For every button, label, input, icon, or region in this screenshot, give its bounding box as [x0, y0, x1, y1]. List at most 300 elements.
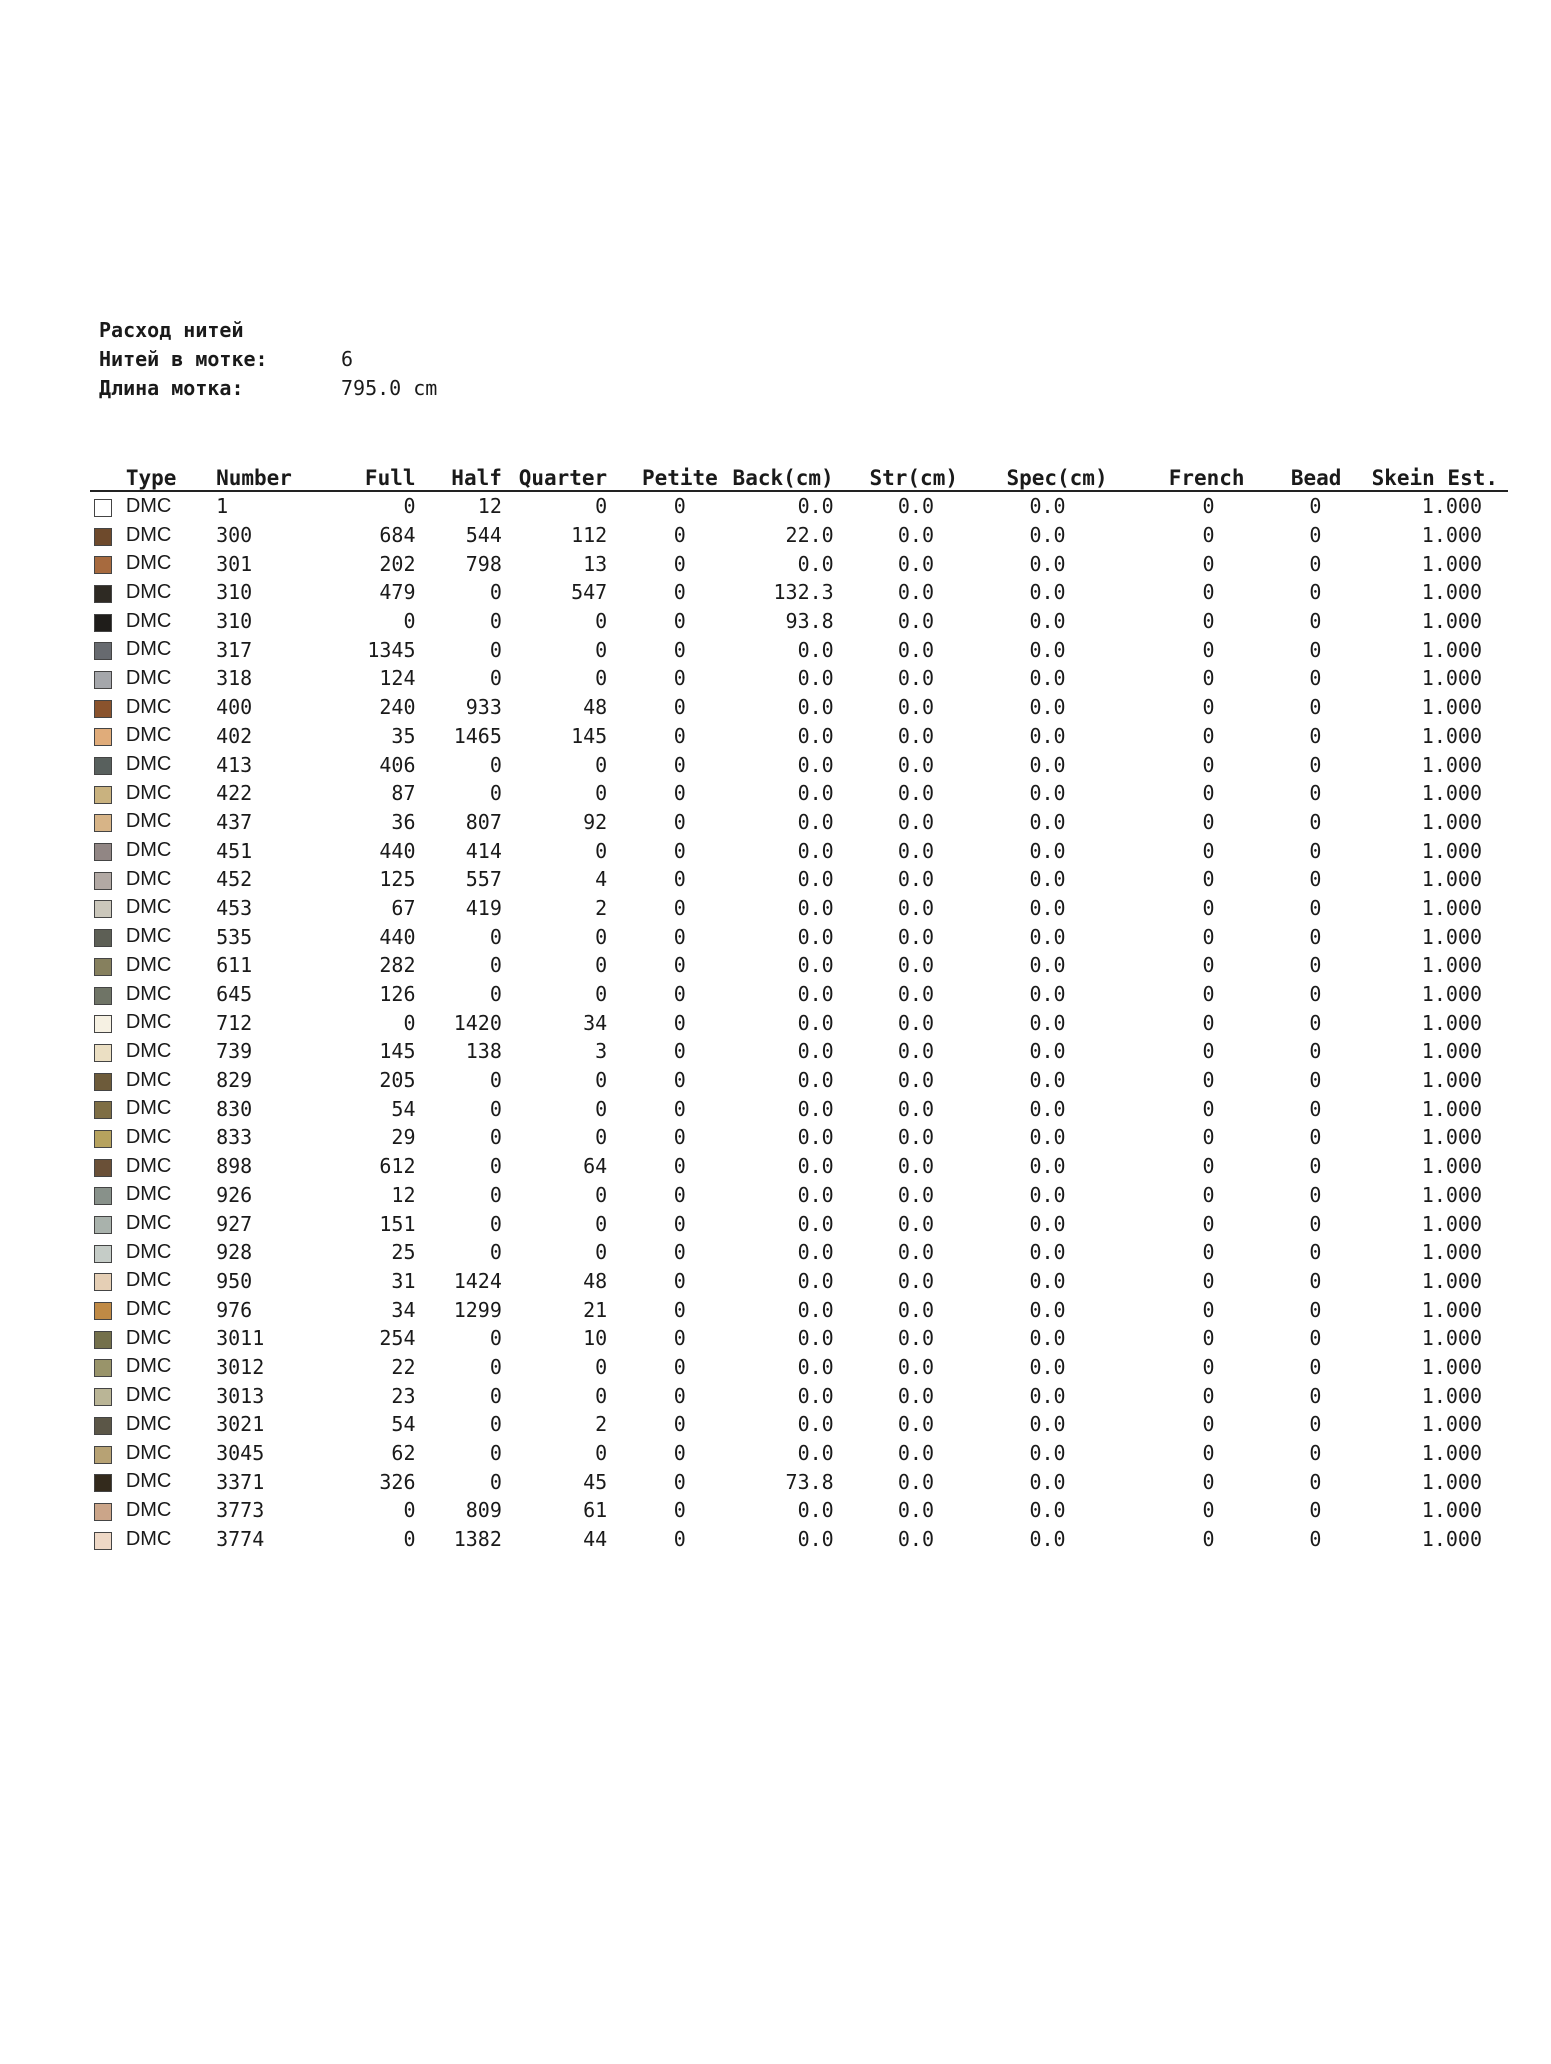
cell-petite: 0: [673, 1297, 686, 1322]
cell-str: 0.0: [897, 1441, 934, 1466]
cell-number: 535: [216, 924, 253, 949]
table-row: [90, 1123, 1508, 1152]
cell-spec: 0.0: [1029, 1354, 1066, 1379]
cell-full: 145: [379, 1039, 416, 1064]
col-type: Type: [126, 462, 210, 491]
cell-number: 451: [216, 838, 253, 863]
cell-skein-est: 1.000: [1421, 1498, 1482, 1523]
cell-full: 36: [391, 809, 416, 834]
cell-type: DMC: [125, 1011, 172, 1034]
cell-half: 0: [489, 752, 502, 777]
cell-spec: 0.0: [1029, 494, 1066, 519]
cell-number: 833: [216, 1125, 253, 1150]
cell-number: 1: [216, 494, 229, 519]
cell-str: 0.0: [897, 609, 934, 634]
cell-quarter: 0: [595, 1068, 608, 1093]
cell-skein-est: 1.000: [1421, 723, 1482, 748]
cell-str: 0.0: [897, 1096, 934, 1121]
cell-skein-est: 1.000: [1421, 551, 1482, 576]
cell-full: 35: [391, 723, 416, 748]
table-row: [90, 635, 1508, 664]
cell-bead: 0: [1309, 895, 1322, 920]
cell-spec: 0.0: [1029, 924, 1066, 949]
cell-swatch: [90, 491, 126, 521]
cell-full: 23: [391, 1383, 416, 1408]
cell-skein-est: 1.000: [1421, 666, 1482, 691]
skein-length-value: 795.0 cm: [341, 376, 438, 400]
cell-half: 0: [489, 1154, 502, 1179]
cell-petite: 0: [673, 1211, 686, 1236]
cell-quarter: 0: [595, 1096, 608, 1121]
cell-petite: 0: [673, 1182, 686, 1207]
table-row: [90, 980, 1508, 1009]
cell-quarter: 45: [583, 1469, 608, 1494]
cell-quarter: 92: [583, 809, 608, 834]
table-row: [90, 951, 1508, 980]
cell-type: DMC: [125, 1068, 172, 1091]
cell-type: DMC: [125, 753, 172, 776]
cell-quarter: 13: [583, 551, 608, 576]
cell-swatch: [90, 521, 126, 550]
table-row: [90, 578, 1508, 607]
color-swatch: [94, 642, 112, 660]
cell-back: 22.0: [785, 523, 834, 548]
cell-skein-est: 1.000: [1421, 1096, 1482, 1121]
cell-number: 3013: [216, 1383, 265, 1408]
cell-swatch: [90, 664, 126, 693]
cell-str: 0.0: [897, 1211, 934, 1236]
cell-number: 3773: [216, 1498, 265, 1523]
color-swatch: [94, 1503, 112, 1521]
cell-number: 422: [216, 781, 253, 806]
table-row: [90, 779, 1508, 808]
color-swatch: [94, 872, 112, 890]
cell-full: 612: [379, 1154, 416, 1179]
cell-back: 0.0: [797, 1096, 834, 1121]
cell-skein-est: 1.000: [1421, 809, 1482, 834]
cell-type: DMC: [125, 1269, 172, 1292]
cell-french: 0: [1202, 809, 1215, 834]
cell-back: 0.0: [797, 1412, 834, 1437]
cell-french: 0: [1202, 838, 1215, 863]
cell-swatch: [90, 980, 126, 1009]
cell-number: 300: [216, 523, 253, 548]
color-swatch: [94, 900, 112, 918]
cell-bead: 0: [1309, 838, 1322, 863]
cell-str: 0.0: [897, 867, 934, 892]
header-row: [90, 462, 1508, 491]
cell-str: 0.0: [897, 1010, 934, 1035]
table-row: [90, 1267, 1508, 1296]
cell-full: 34: [391, 1297, 416, 1322]
cell-full: 31: [391, 1268, 416, 1293]
cell-back: 0.0: [797, 1039, 834, 1064]
cell-spec: 0.0: [1029, 523, 1066, 548]
cell-quarter: 10: [583, 1326, 608, 1351]
cell-swatch: [90, 1410, 126, 1439]
color-swatch: [94, 1331, 112, 1349]
cell-bead: 0: [1309, 1211, 1322, 1236]
cell-skein-est: 1.000: [1421, 1441, 1482, 1466]
table-row: [90, 1467, 1508, 1496]
cell-full: 54: [391, 1096, 416, 1121]
cell-french: 0: [1202, 723, 1215, 748]
cell-bead: 0: [1309, 809, 1322, 834]
cell-back: 0.0: [797, 1326, 834, 1351]
cell-full: 282: [379, 953, 416, 978]
cell-type: DMC: [125, 867, 172, 890]
cell-back: 0.0: [797, 867, 834, 892]
cell-type: DMC: [125, 1125, 172, 1148]
cell-half: 809: [465, 1498, 502, 1523]
color-swatch: [94, 757, 112, 775]
cell-bead: 0: [1309, 637, 1322, 662]
cell-full: 125: [379, 867, 416, 892]
strands-value: 6: [341, 347, 354, 371]
cell-type: DMC: [125, 953, 172, 976]
cell-type: DMC: [125, 896, 172, 919]
color-swatch: [94, 585, 112, 603]
cell-half: 807: [465, 809, 502, 834]
cell-type: DMC: [125, 1212, 172, 1235]
cell-number: 739: [216, 1039, 253, 1064]
cell-skein-est: 1.000: [1421, 867, 1482, 892]
cell-skein-est: 1.000: [1421, 838, 1482, 863]
cell-str: 0.0: [897, 752, 934, 777]
cell-bead: 0: [1309, 1096, 1322, 1121]
thread-usage-header: [99, 316, 437, 403]
cell-petite: 0: [673, 1268, 686, 1293]
cell-swatch: [90, 1353, 126, 1382]
cell-french: 0: [1202, 1096, 1215, 1121]
cell-quarter: 0: [595, 1354, 608, 1379]
cell-french: 0: [1202, 1010, 1215, 1035]
cell-half: 1420: [453, 1010, 502, 1035]
cell-quarter: 0: [595, 666, 608, 691]
color-swatch: [94, 1359, 112, 1377]
cell-str: 0.0: [897, 551, 934, 576]
cell-bead: 0: [1309, 781, 1322, 806]
cell-half: 0: [489, 1354, 502, 1379]
cell-half: 414: [465, 838, 502, 863]
col-spec: Spec(cm): [958, 462, 1108, 491]
cell-number: 3045: [216, 1441, 265, 1466]
cell-spec: 0.0: [1029, 953, 1066, 978]
cell-swatch: [90, 894, 126, 923]
cell-number: 3012: [216, 1354, 265, 1379]
cell-petite: 0: [673, 580, 686, 605]
color-swatch: [94, 728, 112, 746]
table-row: [90, 1238, 1508, 1267]
cell-french: 0: [1202, 1154, 1215, 1179]
cell-swatch: [90, 1381, 126, 1410]
cell-spec: 0.0: [1029, 895, 1066, 920]
cell-quarter: 4: [595, 867, 608, 892]
cell-quarter: 0: [595, 982, 608, 1007]
col-swatch: [90, 462, 126, 491]
report-title-row: [99, 316, 437, 345]
cell-bead: 0: [1309, 666, 1322, 691]
cell-back: 0.0: [797, 1154, 834, 1179]
cell-swatch: [90, 722, 126, 751]
cell-quarter: 0: [595, 781, 608, 806]
cell-french: 0: [1202, 1527, 1215, 1552]
cell-swatch: [90, 1525, 126, 1554]
table-row: [90, 664, 1508, 693]
cell-petite: 0: [673, 523, 686, 548]
cell-back: 0.0: [797, 924, 834, 949]
cell-back: 0.0: [797, 723, 834, 748]
cell-skein-est: 1.000: [1421, 895, 1482, 920]
cell-full: 25: [391, 1240, 416, 1265]
cell-spec: 0.0: [1029, 1326, 1066, 1351]
cell-bead: 0: [1309, 1154, 1322, 1179]
cell-swatch: [90, 693, 126, 722]
col-quarter: Quarter: [502, 462, 607, 491]
cell-str: 0.0: [897, 781, 934, 806]
cell-swatch: [90, 1209, 126, 1238]
cell-petite: 0: [673, 924, 686, 949]
cell-bead: 0: [1309, 1527, 1322, 1552]
cell-back: 0.0: [797, 838, 834, 863]
col-bead: Bead: [1245, 462, 1342, 491]
cell-half: 0: [489, 666, 502, 691]
cell-full: 0: [403, 1498, 416, 1523]
cell-spec: 0.0: [1029, 609, 1066, 634]
cell-full: 0: [403, 1527, 416, 1552]
cell-french: 0: [1202, 1211, 1215, 1236]
cell-number: 927: [216, 1211, 253, 1236]
cell-half: 0: [489, 1469, 502, 1494]
col-half: Half: [416, 462, 502, 491]
cell-full: 406: [379, 752, 416, 777]
cell-quarter: 0: [595, 924, 608, 949]
cell-full: 126: [379, 982, 416, 1007]
cell-full: 124: [379, 666, 416, 691]
cell-spec: 0.0: [1029, 1240, 1066, 1265]
cell-bead: 0: [1309, 867, 1322, 892]
cell-french: 0: [1202, 1326, 1215, 1351]
cell-quarter: 0: [595, 1211, 608, 1236]
col-french: French: [1108, 462, 1245, 491]
cell-swatch: [90, 1152, 126, 1181]
cell-french: 0: [1202, 609, 1215, 634]
cell-spec: 0.0: [1029, 1211, 1066, 1236]
cell-skein-est: 1.000: [1421, 1383, 1482, 1408]
cell-str: 0.0: [897, 1469, 934, 1494]
cell-type: DMC: [125, 1240, 172, 1263]
cell-spec: 0.0: [1029, 752, 1066, 777]
cell-french: 0: [1202, 494, 1215, 519]
cell-str: 0.0: [897, 580, 934, 605]
cell-back: 0.0: [797, 1498, 834, 1523]
cell-quarter: 3: [595, 1039, 608, 1064]
cell-back: 0.0: [797, 982, 834, 1007]
color-swatch: [94, 814, 112, 832]
cell-half: 0: [489, 1211, 502, 1236]
cell-skein-est: 1.000: [1421, 523, 1482, 548]
cell-number: 712: [216, 1010, 253, 1035]
cell-str: 0.0: [897, 1240, 934, 1265]
cell-type: DMC: [125, 839, 172, 862]
cell-swatch: [90, 1008, 126, 1037]
cell-bead: 0: [1309, 1268, 1322, 1293]
table-row: [90, 1353, 1508, 1382]
col-number: Number: [210, 462, 327, 491]
col-skein-est: Skein Est.: [1341, 462, 1508, 491]
cell-half: 0: [489, 781, 502, 806]
cell-str: 0.0: [897, 666, 934, 691]
table-row: [90, 607, 1508, 636]
cell-back: 0.0: [797, 1268, 834, 1293]
color-swatch: [94, 1044, 112, 1062]
cell-back: 0.0: [797, 1240, 834, 1265]
cell-back: 0.0: [797, 1297, 834, 1322]
color-swatch: [94, 614, 112, 632]
cell-spec: 0.0: [1029, 1412, 1066, 1437]
cell-back: 0.0: [797, 637, 834, 662]
cell-half: 0: [489, 609, 502, 634]
cell-spec: 0.0: [1029, 781, 1066, 806]
cell-quarter: 112: [571, 523, 608, 548]
cell-str: 0.0: [897, 637, 934, 662]
cell-type: DMC: [125, 1412, 172, 1435]
cell-spec: 0.0: [1029, 695, 1066, 720]
cell-petite: 0: [673, 551, 686, 576]
cell-number: 645: [216, 982, 253, 1007]
color-swatch: [94, 1245, 112, 1263]
cell-swatch: [90, 1324, 126, 1353]
cell-number: 301: [216, 551, 253, 576]
cell-swatch: [90, 1467, 126, 1496]
cell-type: DMC: [125, 724, 172, 747]
thread-usage-table: [90, 462, 1508, 1553]
cell-full: 440: [379, 838, 416, 863]
cell-type: DMC: [125, 1384, 172, 1407]
cell-str: 0.0: [897, 1125, 934, 1150]
color-swatch: [94, 1187, 112, 1205]
cell-petite: 0: [673, 1354, 686, 1379]
cell-french: 0: [1202, 1182, 1215, 1207]
cell-bead: 0: [1309, 695, 1322, 720]
cell-number: 402: [216, 723, 253, 748]
cell-quarter: 48: [583, 1268, 608, 1293]
cell-str: 0.0: [897, 1297, 934, 1322]
cell-str: 0.0: [897, 1268, 934, 1293]
color-swatch: [94, 1015, 112, 1033]
cell-skein-est: 1.000: [1421, 924, 1482, 949]
cell-full: 684: [379, 523, 416, 548]
color-swatch: [94, 1073, 112, 1091]
col-full: Full: [327, 462, 415, 491]
cell-bead: 0: [1309, 1010, 1322, 1035]
cell-skein-est: 1.000: [1421, 1412, 1482, 1437]
cell-full: 205: [379, 1068, 416, 1093]
cell-number: 928: [216, 1240, 253, 1265]
cell-skein-est: 1.000: [1421, 637, 1482, 662]
cell-half: 1465: [453, 723, 502, 748]
cell-half: 0: [489, 1096, 502, 1121]
cell-petite: 0: [673, 867, 686, 892]
cell-petite: 0: [673, 1383, 686, 1408]
cell-type: DMC: [125, 552, 172, 575]
cell-french: 0: [1202, 953, 1215, 978]
cell-petite: 0: [673, 1412, 686, 1437]
table-row: [90, 894, 1508, 923]
cell-number: 976: [216, 1297, 253, 1322]
cell-full: 0: [403, 494, 416, 519]
cell-back: 0.0: [797, 1211, 834, 1236]
cell-type: DMC: [125, 982, 172, 1005]
table-row: [90, 491, 1508, 521]
cell-spec: 0.0: [1029, 1125, 1066, 1150]
cell-quarter: 2: [595, 1412, 608, 1437]
cell-back: 132.3: [773, 580, 834, 605]
cell-full: 29: [391, 1125, 416, 1150]
cell-full: 479: [379, 580, 416, 605]
table-row: [90, 922, 1508, 951]
cell-bead: 0: [1309, 494, 1322, 519]
cell-bead: 0: [1309, 1182, 1322, 1207]
cell-french: 0: [1202, 1268, 1215, 1293]
cell-petite: 0: [673, 1441, 686, 1466]
cell-skein-est: 1.000: [1421, 1354, 1482, 1379]
cell-half: 138: [465, 1039, 502, 1064]
cell-quarter: 145: [571, 723, 608, 748]
table-row: [90, 1496, 1508, 1525]
cell-bead: 0: [1309, 1412, 1322, 1437]
color-swatch: [94, 1216, 112, 1234]
cell-spec: 0.0: [1029, 1441, 1066, 1466]
cell-quarter: 547: [571, 580, 608, 605]
cell-french: 0: [1202, 752, 1215, 777]
cell-french: 0: [1202, 1240, 1215, 1265]
color-swatch: [94, 556, 112, 574]
cell-half: 0: [489, 637, 502, 662]
cell-swatch: [90, 1181, 126, 1210]
cell-half: 0: [489, 580, 502, 605]
cell-bead: 0: [1309, 723, 1322, 748]
cell-full: 67: [391, 895, 416, 920]
cell-type: DMC: [125, 523, 172, 546]
table-row: [90, 1525, 1508, 1554]
cell-type: DMC: [125, 638, 172, 661]
cell-petite: 0: [673, 1154, 686, 1179]
cell-bead: 0: [1309, 1354, 1322, 1379]
cell-half: 0: [489, 1125, 502, 1150]
cell-petite: 0: [673, 494, 686, 519]
cell-swatch: [90, 1037, 126, 1066]
cell-skein-est: 1.000: [1421, 494, 1482, 519]
color-swatch: [94, 671, 112, 689]
cell-type: DMC: [125, 666, 172, 689]
cell-type: DMC: [125, 494, 172, 517]
cell-number: 950: [216, 1268, 253, 1293]
cell-quarter: 21: [583, 1297, 608, 1322]
cell-number: 453: [216, 895, 253, 920]
cell-spec: 0.0: [1029, 637, 1066, 662]
color-swatch: [94, 987, 112, 1005]
cell-type: DMC: [125, 1498, 172, 1521]
cell-full: 1345: [367, 637, 416, 662]
cell-spec: 0.0: [1029, 1297, 1066, 1322]
cell-back: 0.0: [797, 1383, 834, 1408]
cell-petite: 0: [673, 637, 686, 662]
cell-swatch: [90, 922, 126, 951]
cell-half: 544: [465, 523, 502, 548]
cell-full: 440: [379, 924, 416, 949]
cell-skein-est: 1.000: [1421, 580, 1482, 605]
